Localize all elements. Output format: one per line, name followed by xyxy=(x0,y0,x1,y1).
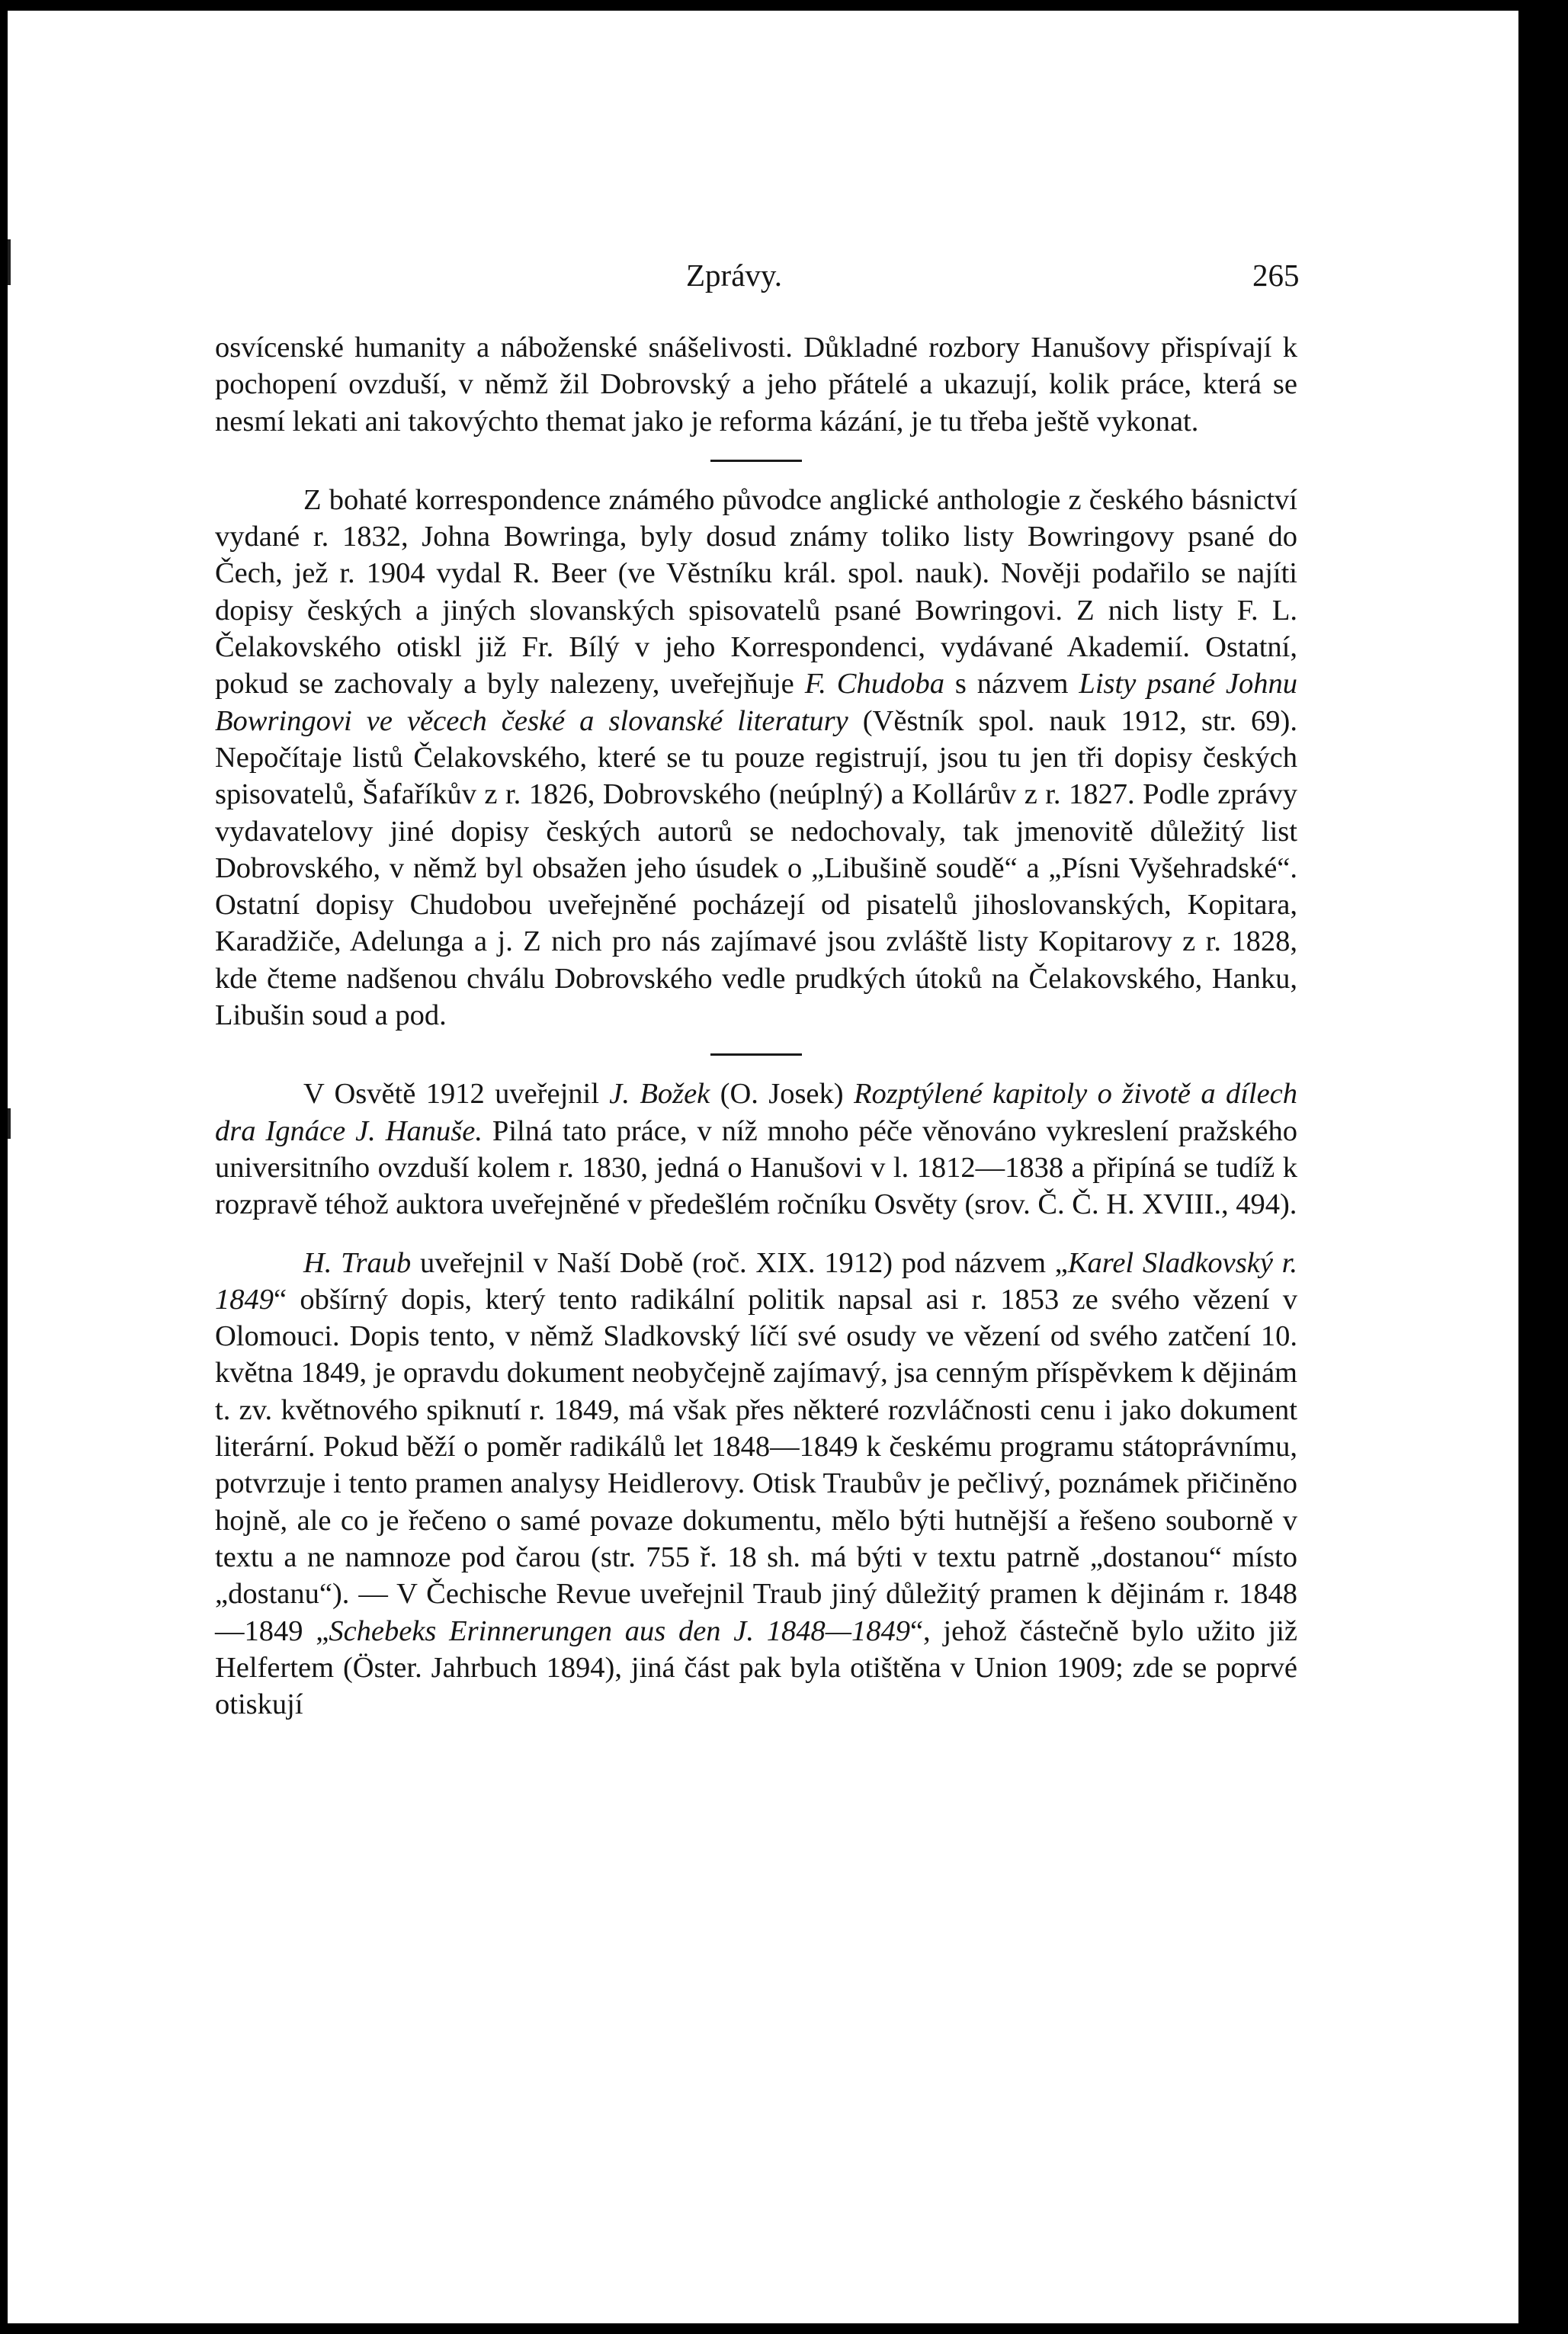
paragraph-text: (Věstník spol. nauk 1912, str. 69). Nepočítaje listů Čelakovského, které se tu pouze registrují, jsou tu jen tři dopisy českých spisovatelů, Šafaříkův z r. 1826, Dobrovského (neúplný) a Kollárův z r. 1827. Podle zprávy vydavatelovy jiné dopisy českých autorů se nedochovaly, tak jmenovitě důležitý list Dobrovského, v němž byl obsažen jeho úsudek o „Libušině soudě“ a „Písni Vyšehradské“. Ostatní dopisy Chudobou uveřejněné pocházejí od pisatelů jihoslovanských, Kopitara, Karadžiče, Adelunga a j. Z nich pro nás zajímavé jsou zvláště listy Kopitarovy z r. 1828, kde čteme nadšenou chválu Dobrovského vedle prudkých útoků na Čelakovského, Hanku, Libušin soud a pod. xyxy=(215,704,1297,1032)
paragraph-text: uveřejnil v Naší Době (roč. XIX. 1912) pod názvem „ xyxy=(411,1246,1068,1279)
author-name: F. Chudoba xyxy=(804,668,944,701)
work-title: Listy psané Johnu Bowringovi ve věcech české a slovanské literatury xyxy=(215,668,1298,737)
paragraph-text: Pilná tato práce, v níž mnoho péče věnováno vykreslení pražského universitního ovzduší kolem r. 1830, jedná o Hanušovi v l. 1812—1838 a připíná se tudíž k rozpravě téhož auktora uveřejněné v předešlém ročníku Osvěty (srov. Č. Č. H. XVIII., 494). xyxy=(215,1114,1297,1221)
author-name: J. Božek xyxy=(609,1078,710,1111)
paragraph-hanus xyxy=(215,1076,1297,1223)
work-title: Rozptýlené kapitoly o životě a dílech dra Ignáce J. Hanuše. xyxy=(215,1078,1298,1147)
running-title: Zprávy. xyxy=(686,258,782,293)
page-number: 265 xyxy=(1252,258,1300,293)
author-name: H. Traub xyxy=(303,1246,412,1279)
section-divider xyxy=(710,1053,802,1056)
text-body xyxy=(215,329,1297,1723)
work-title: Schebeks Erinnerungen aus den J. 1848—1849 xyxy=(329,1614,910,1647)
paragraph-traub xyxy=(215,1245,1297,1723)
left-edge-mark xyxy=(8,1108,11,1139)
work-title: Karel Sladkovský r. 1849 xyxy=(215,1246,1298,1316)
paragraph-text: (O. Josek) xyxy=(710,1078,854,1111)
paragraph-text: Z bohaté korrespondence známého původce anglické anthologie z českého básnictví vydané r. 1832, Johna Bowringa, byly dosud známy toliko listy Bowringovy psané do Čech, jež r. 1904 vydal R. Beer (ve Věstníku král. spol. nauk). Nověji podařilo se najíti dopisy českých a jiných slovanských spisovatelů psané Bowringovi. Z nich listy F. L. Čelakovského otiskl již Fr. Bílý v jeho Korrespondenci, vydávané Akademií. Ostatní, pokud se zachovaly a byly nalezeny, uveřejňuje xyxy=(215,483,1297,701)
paragraph-bowring xyxy=(215,482,1297,1034)
paragraph-text: “, jehož částečně bylo užito již Helfertem (Öster. Jahrbuch 1894), jiná část pak byla otištěna v Union 1909; zde se poprvé otiskují xyxy=(215,1614,1297,1721)
page-header xyxy=(8,257,1518,295)
paragraph-text: V Osvětě 1912 uveřejnil xyxy=(303,1078,610,1111)
section-divider xyxy=(710,460,802,462)
paragraph-text: “ obšírný dopis, který tento radikální politik napsal asi r. 1853 ze svého vězení v Olomouci. Dopis tento, v němž Sladkovský líčí své osudy ve vězení od svého zatčení 10. května 1849, je opravdu dokument neobyčejně zajímavý, jsa cenným příspěvkem k dějinám t. zv. květnového spiknutí r. 1849, má však přes některé rozvláčnosti cenu i jako dokument literární. Pokud běží o poměr radikálů let 1848—1849 k českému programu státoprávnímu, potvrzuje i tento pramen analysy Heidlerovy. Otisk Traubův je pečlivý, poznámek přičiněno hojně, ale co je řečeno o samé povaze dokumentu, mělo býti hutnější a řešeno souborně v textu a ne namnoze pod čarou (str. 755 ř. 18 sh. má býti v textu patrně „dostanou“ místo „dostanu“). — V Čechische Revue uveřejnil Traub jiný důležitý pramen k dějinám r. 1848—1849 „ xyxy=(215,1283,1297,1647)
paragraph-1: osvícenské humanity a náboženské snášelivosti. Důkladné rozbory Hanušovy přispívají k pochopení ovzduší, v němž žil Dobrovský a jeho přátelé a ukazují, kolik práce, která se nesmí lekati ani takovýchto themat jako je reforma kázání, je tu třeba ještě vykonat. xyxy=(215,332,1297,438)
paragraph-text: s názvem xyxy=(944,668,1079,701)
scanned-page xyxy=(8,11,1518,2323)
paragraph-gap xyxy=(215,1223,1297,1245)
